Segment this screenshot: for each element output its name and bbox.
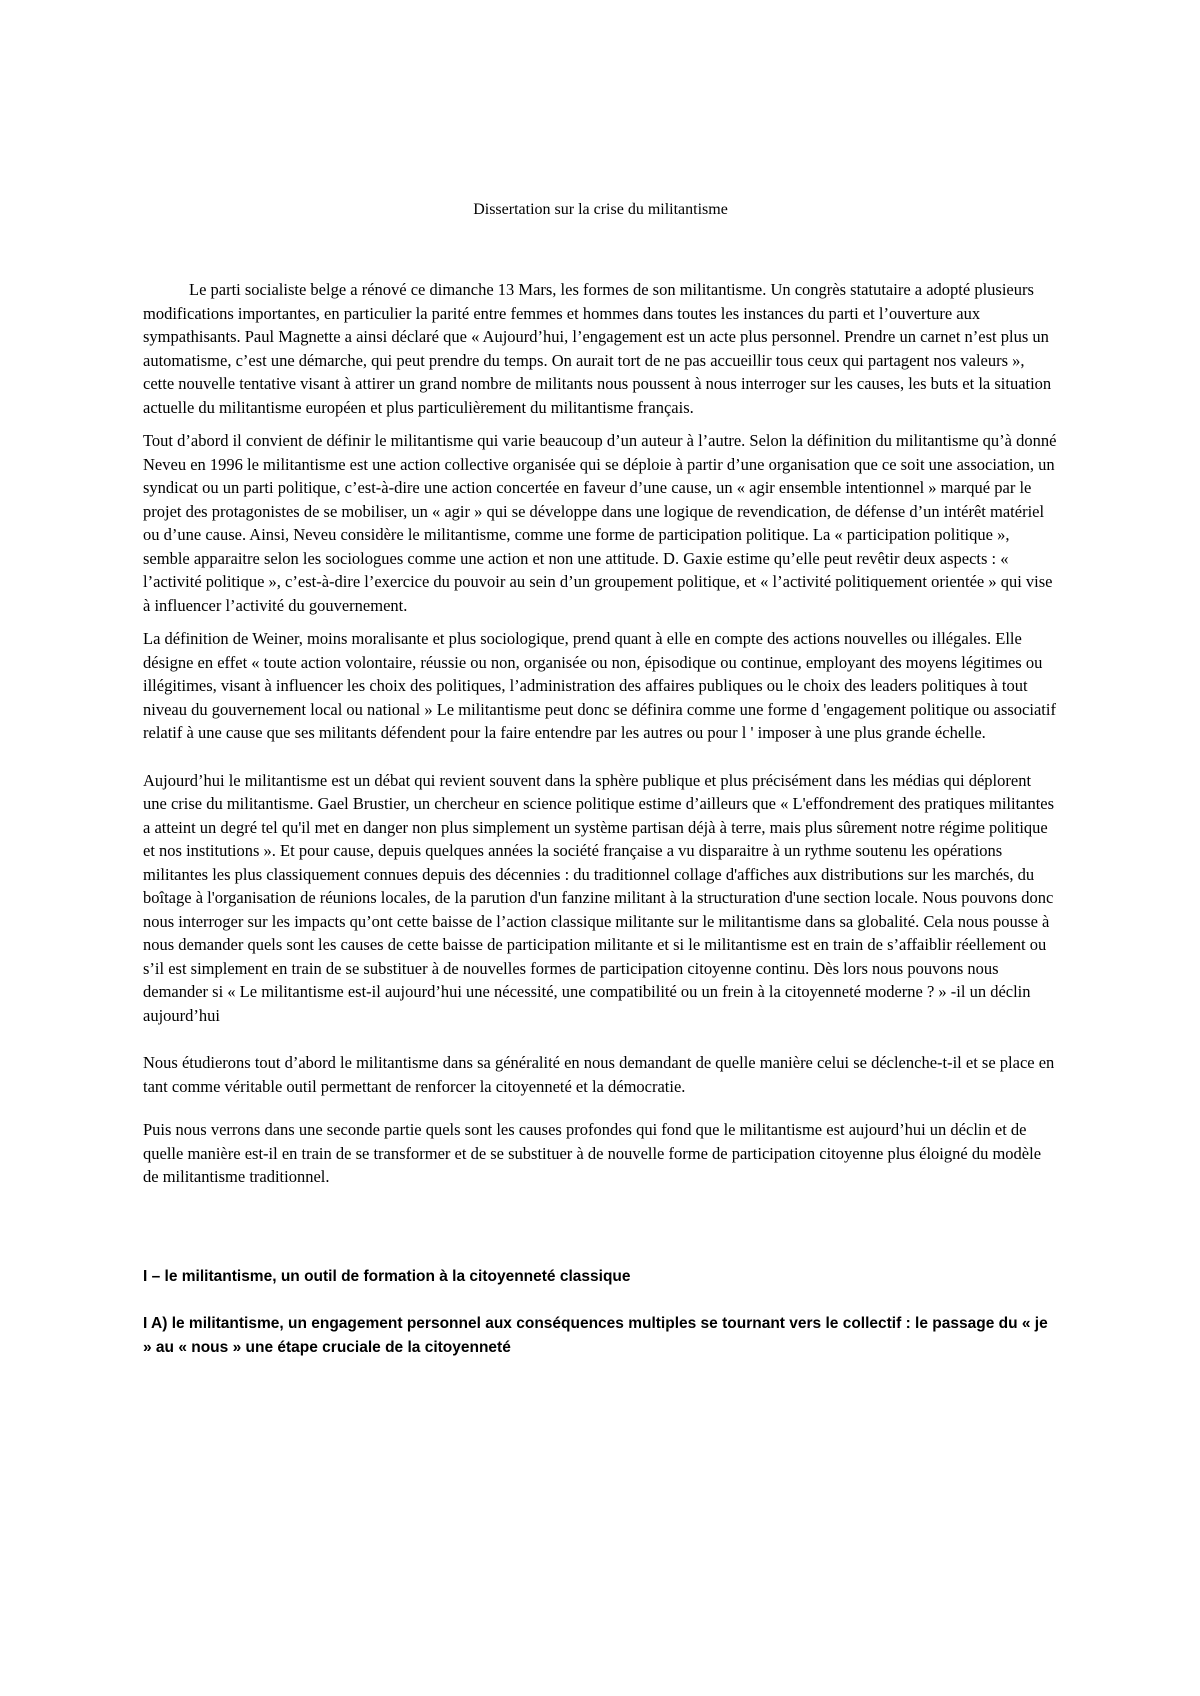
section-heading-one: I – le militantisme, un outil de formation à la citoyenneté classique <box>143 1267 631 1285</box>
paragraph-plan-part-two: Puis nous verrons dans une seconde partie quels sont les causes profondes qui fond que le militantisme est aujourd’hui un déclin et de quelle manière est-il en train de se transformer et de se substituer à de nouvelle forme de participation citoyenne plus éloigné du modèle de militantisme traditionnel. <box>143 1120 1042 1186</box>
paragraph-definition-neveu: Tout d’abord il convient de définir le militantisme qui varie beaucoup d’un auteur à l’autre. Selon la définition du militantisme qu’à donné Neveu en 1996 le militantisme est une action collective organisée qui se déploie à partir d’une organisation que ce soit une association, un syndicat ou un parti politique, c’est-à-dire une action concertée en faveur d’une cause, un « agir ensemble intentionnel » marqué par le projet des protagonistes de se mobiliser, un « agir » qui se développe dans une logique de revendication, de défense d’un intérêt matériel ou d’une cause. Ainsi, Neveu considère le militantisme, comme une forme de participation politique. La « participation politique », semble apparaitre selon les sociologues comme une action et non une attitude. D. Gaxie estime qu’elle peut revêtir deux aspects : « l’activité politique », c’est-à-dire l’exercice du pouvoir au sein d’un groupement politique, et « l’activité politiquement orientée » qui vise à influencer l’activité du gouvernement. <box>143 431 1057 615</box>
paragraph-definition-weiner: La définition de Weiner, moins moralisante et plus sociologique, prend quant à elle en compte des actions nouvelles ou illégales. Elle désigne en effet « toute action volontaire, réussie ou non, organisée ou non, épisodique ou continue, employant des moyens légitimes ou illégitimes, visant à influencer les choix des politiques, l’administration des affaires publiques ou le choix des leaders politiques à tout niveau du gouvernement local ou national » Le militantisme peut donc se définira comme une forme d 'engagement politique ou associatif relatif à une cause que ses militants défendent pour la faire entendre par les autres ou pour l ' imposer à une plus grande échelle. <box>143 629 1056 742</box>
document-body <box>143 200 1058 1359</box>
paragraph-intro: Le parti socialiste belge a rénové ce dimanche 13 Mars, les formes de son militantisme. Un congrès statutaire a adopté plusieurs modifications importantes, en particulier la parité entre femmes et hommes dans toutes les instances du parti et l’ouverture aux sympathisants. Paul Magnette a ainsi déclaré que « Aujourd’hui, l’engagement est un acte plus personnel. Prendre un carnet n’est plus un automatisme, c’est une démarche, qui peut prendre du temps. On aurait tort de ne pas accueillir tous ceux qui partagent nos valeurs », cette nouvelle tentative visant à attirer un grand nombre de militants nous poussent à nous interroger sur les causes, les buts et la situation actuelle du militantisme européen et plus particulièrement du militantisme français. <box>143 280 1052 417</box>
subsection-heading-one-a: I A) le militantisme, un engagement personnel aux conséquences multiples se tournant vers le collectif : le passage du « je » au « nous » une étape cruciale de la citoyenneté <box>143 1315 1048 1356</box>
paragraph-problematique: Aujourd’hui le militantisme est un débat qui revient souvent dans la sphère publique et plus précisément dans les médias qui déplorent une crise du militantisme. Gael Brustier, un chercheur en science politique estime d’ailleurs que « L'effondrement des pratiques militantes a atteint un degré tel qu'il met en danger non plus simplement un système partisan déjà à terre, mais plus sûrement notre régime politique et nos institutions ». Et pour cause, depuis quelques années la société française a vu disparaitre à un rythme soutenu les opérations militantes les plus classiquement connues depuis des décennies : du traditionnel collage d'affiches aux distributions sur les marchés, du boîtage à l'organisation de réunions locales, de la parution d'un fanzine militant à la structuration d'une section locale. Nous pouvons donc nous interroger sur les impacts qu’ont cette baisse de l’action classique militante sur le militantisme dans sa globalité. Cela nous pousse à nous demander quels sont les causes de cette baisse de participation militante et si le militantisme est en train de s’affaiblir réellement ou s’il est simplement en train de se substituer à de nouvelles formes de participation citoyenne continu. Dès lors nous pouvons nous demander si « Le militantisme est-il aujourd’hui une nécessité, une compatibilité ou un frein à la citoyenneté moderne ? » -il un déclin aujourd’hui <box>143 770 1055 1025</box>
paragraph-plan-part-one: Nous étudierons tout d’abord le militantisme dans sa généralité en nous demandant de quelle manière celui se déclenche-t-il et se place en tant comme véritable outil permettant de renforcer la citoyenneté et la démocratie. <box>143 1053 1055 1096</box>
document-title: Dissertation sur la crise du militantisme <box>473 201 728 218</box>
